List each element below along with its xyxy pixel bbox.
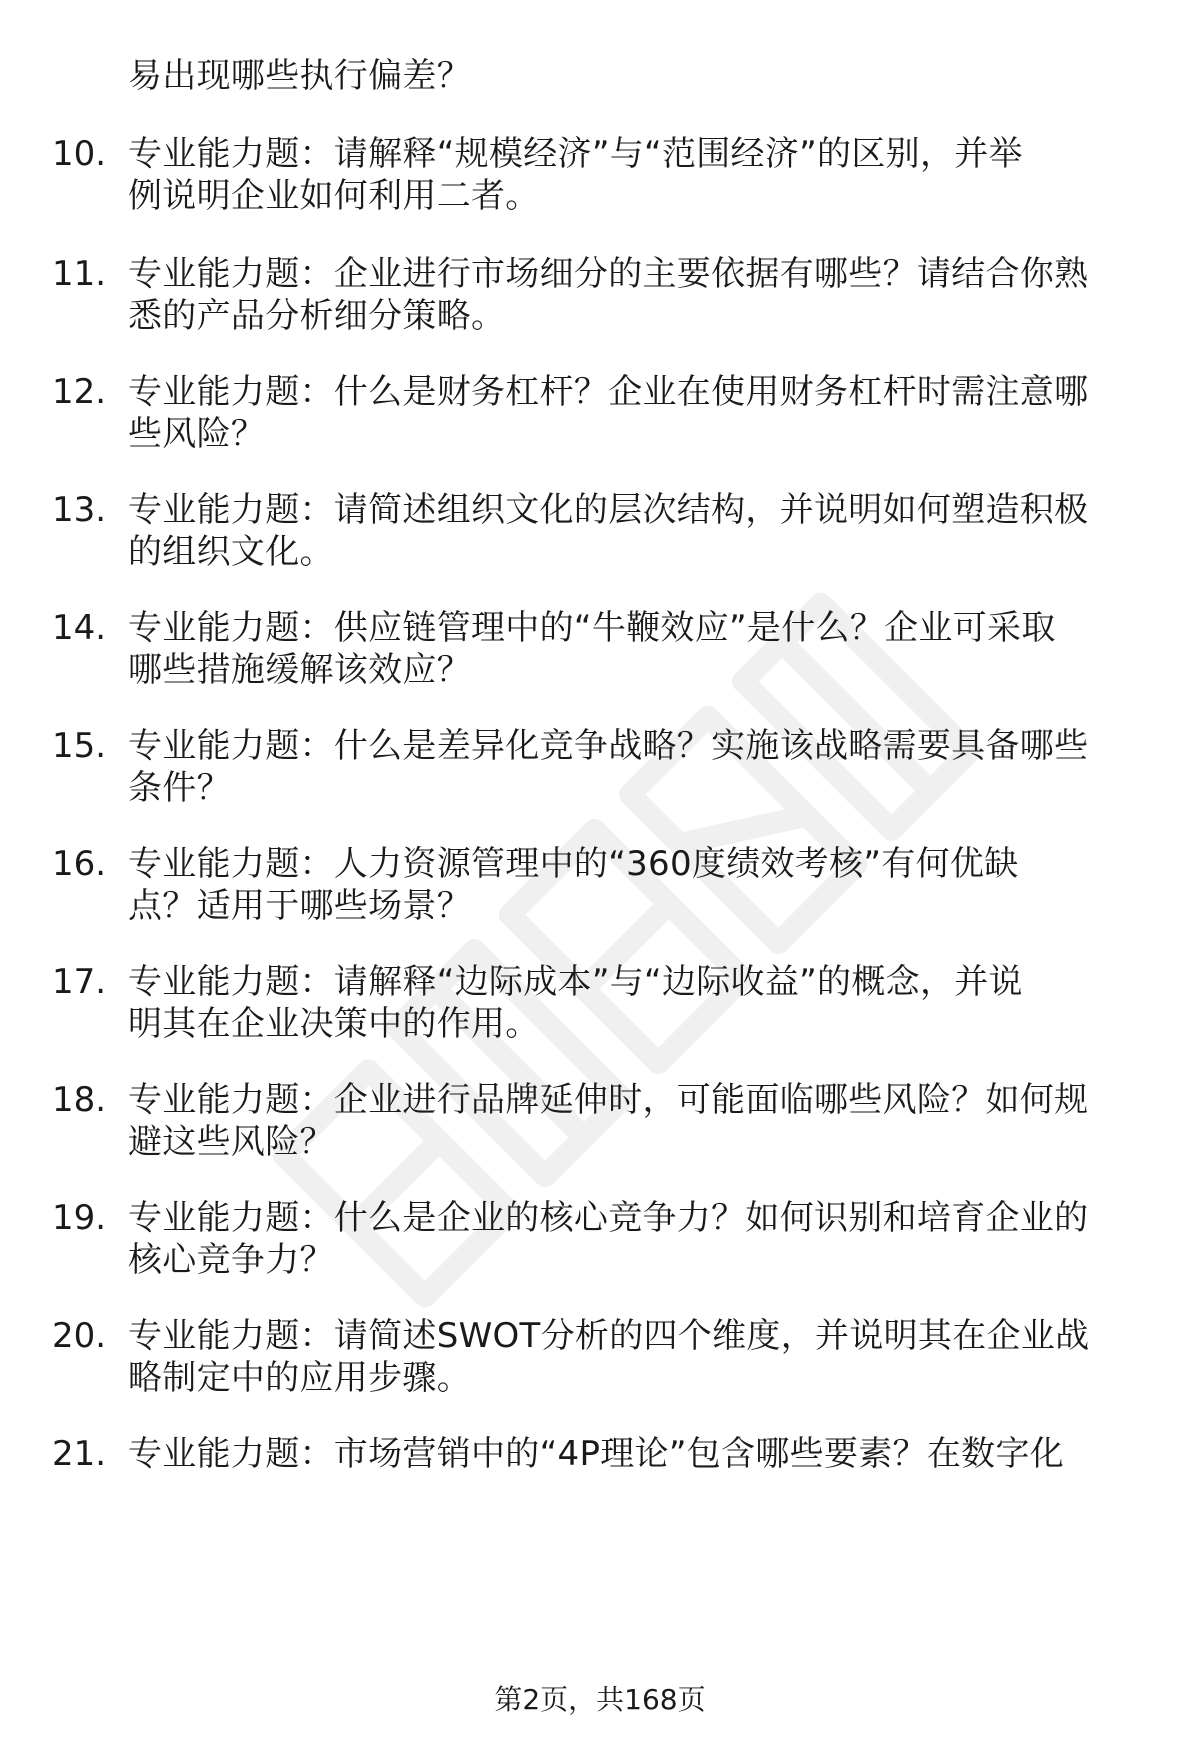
- question-text-line1: 专业能力题：什么是财务杠杆？企业在使用财务杠杆时需注意哪: [128, 372, 1089, 412]
- question-text-line1: 专业能力题：企业进行品牌延伸时，可能面临哪些风险？如何规: [128, 1080, 1089, 1120]
- question-number: 15.: [52, 726, 107, 766]
- question-number: 16.: [52, 844, 107, 884]
- page-footer: 第2页，共168页: [494, 1683, 706, 1716]
- question-text-line1: 专业能力题：什么是差异化竞争战略？实施该战略需要具备哪些: [128, 726, 1089, 766]
- question-text-line2: 些风险？: [128, 414, 266, 454]
- question-number: 10.: [52, 134, 107, 174]
- question-text-line1: 专业能力题：什么是企业的核心竞争力？如何识别和培育企业的: [128, 1198, 1089, 1238]
- question-text-line2: 核心竞争力？: [128, 1240, 334, 1280]
- question-text-line2: 明其在企业决策中的作用。: [128, 1004, 540, 1044]
- question-text-line2: 略制定中的应用步骤。: [128, 1358, 471, 1398]
- question-text-line1: 专业能力题：请解释“规模经济”与“范围经济”的区别，并举: [128, 134, 1023, 174]
- continuation-line: 易出现哪些执行偏差？: [128, 56, 471, 96]
- question-text-line1: 专业能力题：供应链管理中的“牛鞭效应”是什么？企业可采取: [128, 608, 1056, 648]
- question-text-line1: 专业能力题：人力资源管理中的“360度绩效考核”有何优缺: [128, 844, 1019, 884]
- question-text-line2: 点？适用于哪些场景？: [128, 886, 471, 926]
- question-text-line1: 专业能力题：请简述组织文化的层次结构，并说明如何塑造积极: [128, 490, 1089, 530]
- question-number: 12.: [52, 372, 107, 412]
- question-number: 20.: [52, 1316, 107, 1356]
- question-number: 11.: [52, 254, 107, 294]
- question-number: 19.: [52, 1198, 107, 1238]
- question-text-line2: 条件？: [128, 768, 231, 808]
- question-number: 21.: [52, 1434, 107, 1474]
- question-text-line2: 避这些风险？: [128, 1122, 334, 1162]
- question-number: 13.: [52, 490, 107, 530]
- question-text-line1: 专业能力题：请简述SWOT分析的四个维度，并说明其在企业战: [128, 1316, 1090, 1356]
- question-number: 17.: [52, 962, 107, 1002]
- question-text-line2: 悉的产品分析细分策略。: [128, 296, 506, 336]
- question-number: 14.: [52, 608, 107, 648]
- question-text-line1: 专业能力题：企业进行市场细分的主要依据有哪些？请结合你熟: [128, 254, 1089, 294]
- question-text-line1: 专业能力题：市场营销中的“4P理论”包含哪些要素？在数字化: [128, 1434, 1065, 1474]
- question-text-line1: 专业能力题：请解释“边际成本”与“边际收益”的概念，并说: [128, 962, 1023, 1002]
- question-text-line2: 例说明企业如何利用二者。: [128, 176, 540, 216]
- question-text-line2: 的组织文化。: [128, 532, 334, 572]
- question-text-line2: 哪些措施缓解该效应？: [128, 650, 471, 690]
- question-number: 18.: [52, 1080, 107, 1120]
